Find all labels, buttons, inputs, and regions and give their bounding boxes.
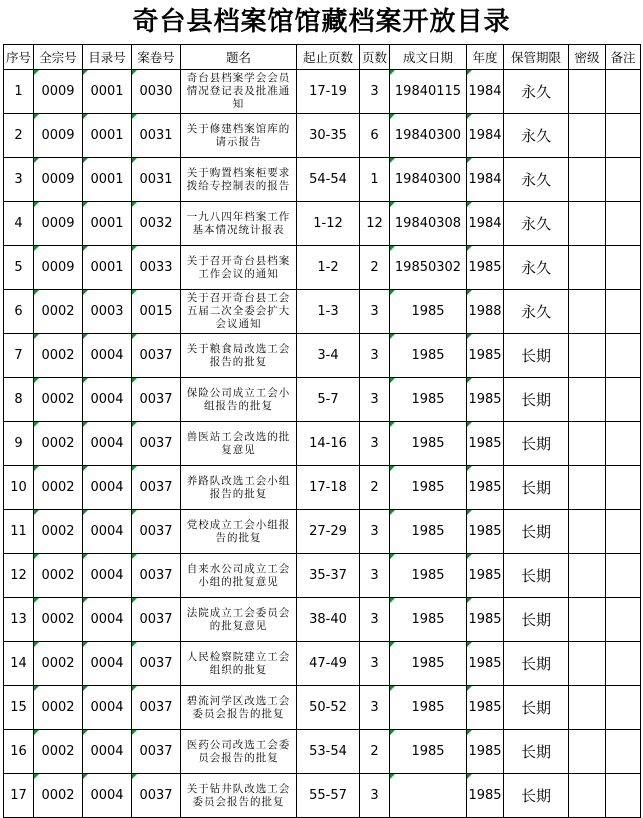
page-range-cell: 35-37 [297,554,360,598]
catalog-cell: 0001 [83,246,132,290]
fonds-cell: 0009 [34,158,83,202]
table-row [4,774,641,818]
row-number-cell: 4 [4,202,34,246]
year-cell: 1985 [467,466,504,510]
volume-cell: 0033 [132,246,181,290]
fonds-cell: 0002 [34,510,83,554]
page-range-cell: 1-3 [297,290,360,334]
remark-cell [606,246,641,290]
page-range-cell: 54-54 [297,158,360,202]
header-cell: 全宗号 [34,45,83,70]
remark-cell [606,510,641,554]
page-range-cell: 27-29 [297,510,360,554]
classification-cell [569,554,606,598]
table-row [4,598,641,642]
header-row [4,45,641,70]
retention-period-cell: 永久 [504,70,569,114]
date-cell: 1985 [390,422,467,466]
fonds-cell: 0002 [34,642,83,686]
classification-cell [569,70,606,114]
year-cell: 1985 [467,642,504,686]
classification-cell [569,158,606,202]
page-count-cell: 3 [360,554,390,598]
title-cell: 关于粮食局改选工会报告的批复 [181,334,297,378]
page-range-cell: 38-40 [297,598,360,642]
remark-cell [606,642,641,686]
year-cell: 1985 [467,730,504,774]
row-number-cell: 11 [4,510,34,554]
header-cell: 案卷号 [132,45,181,70]
remark-cell [606,422,641,466]
year-cell: 1985 [467,598,504,642]
date-cell: 1985 [390,686,467,730]
table-row [4,466,641,510]
volume-cell: 0037 [132,686,181,730]
date-cell: 1985 [390,510,467,554]
volume-cell: 0032 [132,202,181,246]
fonds-cell: 0002 [34,466,83,510]
fonds-cell: 0002 [34,422,83,466]
classification-cell [569,378,606,422]
catalog-cell: 0004 [83,334,132,378]
row-number-cell: 6 [4,290,34,334]
catalog-cell: 0004 [83,554,132,598]
page-count-cell: 3 [360,642,390,686]
fonds-cell: 0002 [34,290,83,334]
title-cell: 关于召开奇台县工会五届二次全委会扩大会议通知 [181,290,297,334]
page-range-cell: 3-4 [297,334,360,378]
date-cell: 1985 [390,642,467,686]
title-cell: 一九八四年档案工作基本情况统计报表 [181,202,297,246]
row-number-cell: 9 [4,422,34,466]
fonds-cell: 0009 [34,114,83,158]
fonds-cell: 0002 [34,334,83,378]
title-cell: 关于召开奇台县档案工作会议的通知 [181,246,297,290]
row-number-cell: 10 [4,466,34,510]
retention-period-cell: 长期 [504,466,569,510]
date-cell: 19840308 [390,202,467,246]
fonds-cell: 0002 [34,774,83,818]
retention-period-cell: 永久 [504,290,569,334]
page-count-cell: 2 [360,466,390,510]
volume-cell: 0037 [132,730,181,774]
classification-cell [569,510,606,554]
volume-cell: 0037 [132,466,181,510]
page-count-cell: 3 [360,774,390,818]
title-cell: 法院成立工会委员会的批复意见 [181,598,297,642]
table-row [4,686,641,730]
page-count-cell: 2 [360,246,390,290]
volume-cell: 0037 [132,422,181,466]
row-number-cell: 7 [4,334,34,378]
table-row [4,730,641,774]
volume-cell: 0031 [132,158,181,202]
fonds-cell: 0009 [34,70,83,114]
classification-cell [569,114,606,158]
classification-cell [569,422,606,466]
classification-cell [569,730,606,774]
page-count-cell: 3 [360,510,390,554]
date-cell: 19850302 [390,246,467,290]
date-cell: 1985 [390,466,467,510]
remark-cell [606,158,641,202]
year-cell: 1984 [467,158,504,202]
page-count-cell: 3 [360,686,390,730]
table-row [4,70,641,114]
header-cell: 页数 [360,45,390,70]
date-cell: 1985 [390,334,467,378]
catalog-cell: 0004 [83,730,132,774]
catalog-cell: 0001 [83,114,132,158]
header-cell: 目录号 [83,45,132,70]
classification-cell [569,466,606,510]
volume-cell: 0037 [132,334,181,378]
date-cell: 1985 [390,290,467,334]
catalog-cell: 0004 [83,598,132,642]
retention-period-cell: 长期 [504,642,569,686]
retention-period-cell: 永久 [504,114,569,158]
year-cell: 1985 [467,422,504,466]
classification-cell [569,774,606,818]
remark-cell [606,598,641,642]
retention-period-cell: 长期 [504,378,569,422]
fonds-cell: 0002 [34,598,83,642]
page-range-cell: 53-54 [297,730,360,774]
retention-period-cell: 长期 [504,422,569,466]
catalog-cell: 0004 [83,686,132,730]
volume-cell: 0031 [132,114,181,158]
remark-cell [606,730,641,774]
table-row [4,642,641,686]
title-cell: 党校成立工会小组报告的批复 [181,510,297,554]
page-range-cell: 17-19 [297,70,360,114]
catalog-cell: 0004 [83,466,132,510]
remark-cell [606,554,641,598]
remark-cell [606,290,641,334]
table-row [4,114,641,158]
fonds-cell: 0002 [34,730,83,774]
header-cell: 题名 [181,45,297,70]
volume-cell: 0015 [132,290,181,334]
year-cell: 1984 [467,114,504,158]
volume-cell: 0037 [132,598,181,642]
page-count-cell: 3 [360,334,390,378]
fonds-cell: 0002 [34,378,83,422]
title-cell: 保险公司成立工会小组报告的批复 [181,378,297,422]
volume-cell: 0037 [132,510,181,554]
header-cell: 保管期限 [504,45,569,70]
table-row [4,246,641,290]
remark-cell [606,378,641,422]
remark-cell [606,774,641,818]
classification-cell [569,246,606,290]
page-count-cell: 3 [360,290,390,334]
header-cell: 成文日期 [390,45,467,70]
volume-cell: 0037 [132,642,181,686]
date-cell: 19840300 [390,114,467,158]
page-count-cell: 3 [360,378,390,422]
retention-period-cell: 长期 [504,686,569,730]
retention-period-cell: 永久 [504,158,569,202]
title-cell: 碧流河学区改选工会委员会报告的批复 [181,686,297,730]
row-number-cell: 8 [4,378,34,422]
catalog-cell: 0004 [83,510,132,554]
table-row [4,202,641,246]
remark-cell [606,114,641,158]
catalog-cell: 0004 [83,642,132,686]
page-title: 奇台县档案馆馆藏档案开放目录 [132,7,511,37]
date-cell: 1985 [390,730,467,774]
page-range-cell: 14-16 [297,422,360,466]
date-cell: 1985 [390,554,467,598]
fonds-cell: 0009 [34,202,83,246]
retention-period-cell: 永久 [504,246,569,290]
classification-cell [569,202,606,246]
year-cell: 1985 [467,246,504,290]
retention-period-cell: 长期 [504,334,569,378]
volume-cell: 0030 [132,70,181,114]
title-cell: 关于钻井队改选工会委员会报告的批复 [181,774,297,818]
row-number-cell: 17 [4,774,34,818]
table-row [4,510,641,554]
date-cell: 1985 [390,378,467,422]
page-range-cell: 30-35 [297,114,360,158]
year-cell: 1985 [467,334,504,378]
row-number-cell: 13 [4,598,34,642]
page-range-cell: 1-12 [297,202,360,246]
row-number-cell: 15 [4,686,34,730]
catalog-cell: 0001 [83,158,132,202]
volume-cell: 0037 [132,774,181,818]
catalog-cell: 0001 [83,70,132,114]
page-count-cell: 1 [360,158,390,202]
fonds-cell: 0002 [34,554,83,598]
page-range-cell: 5-7 [297,378,360,422]
date-cell [390,774,467,818]
page-range-cell: 1-2 [297,246,360,290]
catalog-cell: 0004 [83,774,132,818]
page-count-cell: 2 [360,730,390,774]
catalog-cell: 0003 [83,290,132,334]
catalog-table [3,44,641,818]
table-row [4,158,641,202]
row-number-cell: 5 [4,246,34,290]
retention-period-cell: 长期 [504,774,569,818]
row-number-cell: 16 [4,730,34,774]
row-number-cell: 14 [4,642,34,686]
year-cell: 1988 [467,290,504,334]
title-cell: 养路队改选工会小组报告的批复 [181,466,297,510]
classification-cell [569,598,606,642]
table-row [4,422,641,466]
table-row [4,554,641,598]
year-cell: 1985 [467,378,504,422]
volume-cell: 0037 [132,554,181,598]
remark-cell [606,70,641,114]
classification-cell [569,686,606,730]
date-cell: 19840115 [390,70,467,114]
header-cell: 序号 [4,45,34,70]
classification-cell [569,334,606,378]
title-cell: 奇台县档案学会会员情况登记表及批准通知 [181,70,297,114]
date-cell: 19840300 [390,158,467,202]
retention-period-cell: 长期 [504,730,569,774]
title-cell: 关于购置档案柜要求拨给专控制表的报告 [181,158,297,202]
fonds-cell: 0009 [34,246,83,290]
header-cell: 年度 [467,45,504,70]
page-count-cell: 3 [360,598,390,642]
year-cell: 1985 [467,510,504,554]
catalog-cell: 0004 [83,422,132,466]
page-count-cell: 3 [360,70,390,114]
header-cell: 密级 [569,45,606,70]
table-row [4,290,641,334]
remark-cell [606,466,641,510]
year-cell: 1985 [467,774,504,818]
row-number-cell: 3 [4,158,34,202]
retention-period-cell: 长期 [504,598,569,642]
header-cell: 备注 [606,45,641,70]
year-cell: 1984 [467,70,504,114]
page-count-cell: 12 [360,202,390,246]
volume-cell: 0037 [132,378,181,422]
classification-cell [569,290,606,334]
row-number-cell: 2 [4,114,34,158]
page-count-cell: 6 [360,114,390,158]
page-range-cell: 47-49 [297,642,360,686]
table-row [4,334,641,378]
year-cell: 1985 [467,686,504,730]
row-number-cell: 12 [4,554,34,598]
remark-cell [606,686,641,730]
retention-period-cell: 长期 [504,554,569,598]
catalog-cell: 0004 [83,378,132,422]
fonds-cell: 0002 [34,686,83,730]
page-range-cell: 55-57 [297,774,360,818]
row-number-cell: 1 [4,70,34,114]
year-cell: 1984 [467,202,504,246]
retention-period-cell: 永久 [504,202,569,246]
retention-period-cell: 长期 [504,510,569,554]
classification-cell [569,642,606,686]
title-cell: 关于修建档案馆库的请示报告 [181,114,297,158]
title-cell: 兽医站工会改选的批复意见 [181,422,297,466]
catalog-cell: 0001 [83,202,132,246]
page-count-cell: 3 [360,422,390,466]
table-row [4,378,641,422]
remark-cell [606,202,641,246]
page-range-cell: 17-18 [297,466,360,510]
title-cell: 医药公司改选工会委员会报告的批复 [181,730,297,774]
title-cell: 人民检察院建立工会组织的批复 [181,642,297,686]
remark-cell [606,334,641,378]
page-range-cell: 50-52 [297,686,360,730]
date-cell: 1985 [390,598,467,642]
title-cell: 自来水公司成立工会小组的批复意见 [181,554,297,598]
header-cell: 起止页数 [297,45,360,70]
year-cell: 1985 [467,554,504,598]
